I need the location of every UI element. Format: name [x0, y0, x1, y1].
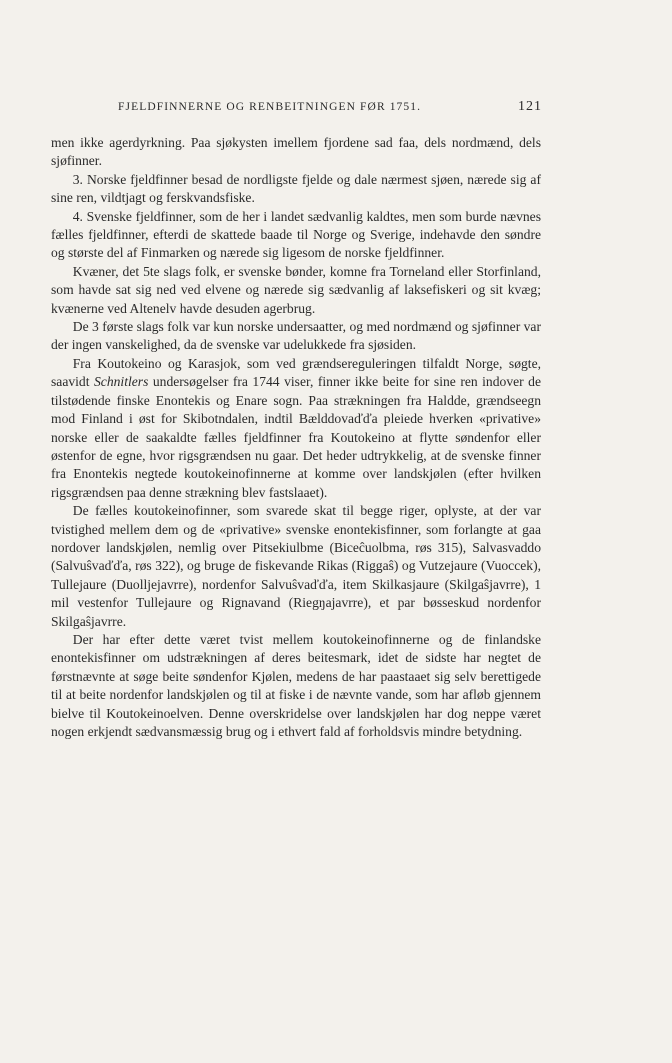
paragraph-norske-undersaatter: De 3 første slags folk var kun norske undersaatter, og med nordmænd og sjøfinner var der ingen vanskelighed, da de svenske var udelukkede fra sjøsiden. [51, 319, 541, 353]
paragraph-continuation: men ikke agerdyrkning. Paa sjøkysten imellem fjordene sad faa, dels nordmænd, dels sjøfinner. [51, 135, 541, 169]
paragraph-faelles-koutokeinofinner: De fælles koutokeinofinner, som svarede skat til begge riger, oplyste, at der var tvistighed mellem dem og de «privative» svenske enontekisfinner, som forlangte at gaa nordover landskjølen, nemlig over Pitsekiulbme (Biceĉuolbma, røs 315), Salvasvaddo (Salvuŝvaďďa, røs 322), og bruge de fiskevande Rikas (Riggaŝ) og Vutzejaure (Vuoccek), Tullejaure (Duolljejavrre), nordenfor Salvuŝvaďďa, item Skilkasjaure (Skilgaŝjavrre), 1 mil vestenfor Tullejaure og Rignavand (Riegŋajavrre), et par bøsseskud nordenfor Skilgaŝjavrre. [51, 503, 541, 629]
paragraph-tvist: Der har efter dette været tvist mellem koutokeinofinnerne og de finlandske enontekisfinner om udstrækningen af deres beitesmark, idet de sidste har negtet de førstnævnte at søge beite søndenfor Kjølen, medens de har paastaaet sig selv berettigede til at beite nordenfor landskjølen og til at fiske i de nævnte vande, som har afløb gjennem bielve til Koutokeinoelven. Denne overskridelse over landskjølen har dog neppe været nogen erkjendt sædvansmæssig brug og i ethvert fald af forholdsvis mindre betydning. [51, 631, 541, 739]
paragraph-kvaener: Kvæner, det 5te slags folk, er svenske bønder, komne fra Torneland eller Storfinland, som havde sat sig ned ved elvene og nærede sig sædvanlig af laksefiskeri og sit kvæg; kvænerne ved Altenelv havde desuden agerbrug. [51, 263, 541, 316]
author-name-italic: Schnitlers [94, 374, 149, 390]
paragraph-svenske-fjeldfinner: 4. Svenske fjeldfinner, som de her i landet sædvanlig kaldtes, men som burde nævnes fælles fjeldfinner, efterdi de skattede baade til Norge og Sverige, indehavde den søndre og største del af Finmarken og nærede sig ligesom de norske fjeldfinner. [51, 208, 541, 261]
page-header [118, 101, 542, 119]
page-number: 121 [518, 99, 542, 114]
paragraph-koutokeino-karasjok: Fra Koutokeino og Karasjok, som ved grændsereguleringen tilfaldt Norge, søgte, saavidt Schnitlers undersøgelser fra 1744 viser, finner ikke beite for sine ren indover de tilstødende finske Enontekis og Enare sogn. Paa strækningen fra Haldde, grændseegn mod Finland i øst for Skibotndalen, indtil Bælddovaďďa pleiede hverken «privative» norske eller de saakaldte fælles fjeldfinner fra Koutokeino at flytte søndenfor eller østenfor de egne, hvor rigsgrændsen nu gaar. Det heder udtrykkelig, at de svenske finner fra Enontekis negtede koutokeinofinnerne at komme over landskjølen (efter hvilken rigsgrændsen paa denne strækning blev fastslaaet). [51, 355, 541, 500]
running-title: FJELDFINNERNE OG RENBEITNINGEN FØR 1751. [118, 101, 422, 113]
paragraph-norske-fjeldfinner: 3. Norske fjeldfinner besad de nordligste fjelde og dale nærmest sjøen, nærede sig af sine ren, vildtjagt og ferskvandsfiske. [51, 171, 541, 206]
body-text [51, 134, 541, 741]
